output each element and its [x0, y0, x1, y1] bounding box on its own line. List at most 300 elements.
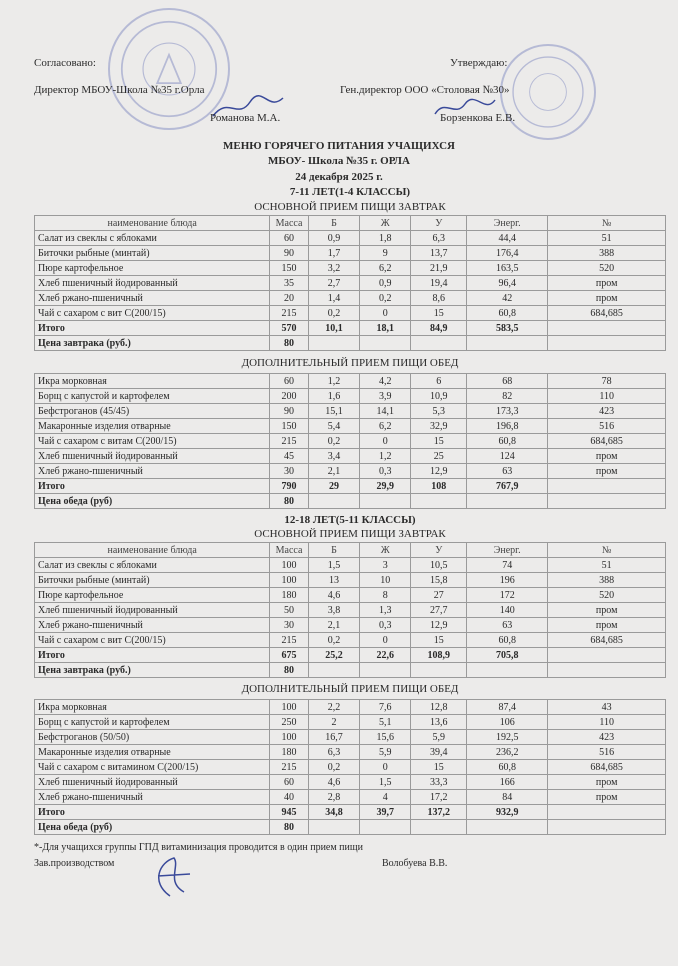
dish-name: Хлеб ржано-пшеничный — [35, 790, 270, 805]
table-header-row — [35, 543, 666, 558]
empty-cell — [467, 494, 548, 509]
column-header: Масса — [270, 543, 309, 558]
column-header: наименование блюда — [35, 543, 270, 558]
table-row — [35, 231, 666, 246]
table-cell: 4,6 — [308, 775, 359, 790]
table-cell: 43 — [548, 700, 666, 715]
empty-cell — [411, 820, 467, 835]
table-cell: 3,4 — [308, 449, 359, 464]
table-row — [35, 618, 666, 633]
empty-cell — [467, 663, 548, 678]
table-cell: 0 — [360, 633, 411, 648]
table-row — [35, 404, 666, 419]
empty-cell — [467, 820, 548, 835]
total-cell — [548, 805, 666, 820]
total-cell: 39,7 — [360, 805, 411, 820]
table-cell: 100 — [270, 573, 309, 588]
dish-name: Макаронные изделия отварные — [35, 419, 270, 434]
price-label: Цена обеда (руб) — [35, 494, 270, 509]
table-cell: 172 — [467, 588, 548, 603]
table-row — [35, 558, 666, 573]
table-cell: 200 — [270, 389, 309, 404]
table-cell: 684,685 — [548, 760, 666, 775]
table-cell: 423 — [548, 404, 666, 419]
total-cell: 767,9 — [467, 479, 548, 494]
total-cell — [548, 479, 666, 494]
table-cell: 4 — [360, 790, 411, 805]
table-cell: 44,4 — [467, 231, 548, 246]
column-header: У — [411, 543, 467, 558]
dish-name: Пюре картофельное — [35, 588, 270, 603]
table-cell: пром — [548, 449, 666, 464]
table-cell: 42 — [467, 291, 548, 306]
table-cell: 516 — [548, 745, 666, 760]
price-value: 80 — [270, 336, 309, 351]
dish-name: Макаронные изделия отварные — [35, 745, 270, 760]
table-cell: 1,5 — [308, 558, 359, 573]
table-cell: 0 — [360, 434, 411, 449]
table-cell: 10 — [360, 573, 411, 588]
table-cell: 60,8 — [467, 434, 548, 449]
dish-name: Биточки рыбные (минтай) — [35, 246, 270, 261]
table-row — [35, 633, 666, 648]
table-row — [35, 775, 666, 790]
table-cell: 17,2 — [411, 790, 467, 805]
table-cell: 30 — [270, 464, 309, 479]
price-value: 80 — [270, 820, 309, 835]
table-cell: 15,8 — [411, 573, 467, 588]
table-cell: 15 — [411, 633, 467, 648]
table-cell: 10,9 — [411, 389, 467, 404]
footnote: *-Для учащихся группы ГПД витаминизация проводится в один прием пищи — [34, 842, 363, 853]
table-cell: 90 — [270, 404, 309, 419]
table-cell: 13,6 — [411, 715, 467, 730]
table-cell: 78 — [548, 374, 666, 389]
empty-cell — [548, 820, 666, 835]
table-cell: 15,6 — [360, 730, 411, 745]
table-cell: 140 — [467, 603, 548, 618]
group2-breakfast-title: ОСНОВНОЙ ПРИЕМ ПИЩИ ЗАВТРАК — [254, 528, 446, 540]
table-cell: 63 — [467, 618, 548, 633]
total-row — [35, 321, 666, 336]
table-cell: 516 — [548, 419, 666, 434]
table-header-row — [35, 216, 666, 231]
table-cell: 0,9 — [360, 276, 411, 291]
table-cell: пром — [548, 603, 666, 618]
table-row — [35, 790, 666, 805]
table-cell: 2 — [308, 715, 359, 730]
table-cell: 106 — [467, 715, 548, 730]
group2-title: 12-18 ЛЕТ(5-11 КЛАССЫ) — [284, 514, 416, 526]
total-cell: 705,8 — [467, 648, 548, 663]
empty-cell — [467, 336, 548, 351]
table-row — [35, 464, 666, 479]
table-cell: 215 — [270, 434, 309, 449]
table-cell: 236,2 — [467, 745, 548, 760]
table-cell: 60 — [270, 374, 309, 389]
table-row — [35, 715, 666, 730]
table-cell: 196,8 — [467, 419, 548, 434]
empty-cell — [308, 663, 359, 678]
table-row — [35, 389, 666, 404]
table-cell: 21,9 — [411, 261, 467, 276]
table-cell: 51 — [548, 558, 666, 573]
table-row — [35, 730, 666, 745]
table-cell: 1,7 — [308, 246, 359, 261]
table-row — [35, 573, 666, 588]
dish-name: Бефстроганов (45/45) — [35, 404, 270, 419]
ceo-name: Борзенкова Е.В. — [440, 112, 516, 124]
total-cell — [548, 648, 666, 663]
table-cell: 180 — [270, 588, 309, 603]
table-cell: 2,8 — [308, 790, 359, 805]
empty-cell — [360, 663, 411, 678]
dish-name: Бефстроганов (50/50) — [35, 730, 270, 745]
column-header: Ж — [360, 543, 411, 558]
dish-name: Пюре картофельное — [35, 261, 270, 276]
table-cell: 1,8 — [360, 231, 411, 246]
total-cell: 945 — [270, 805, 309, 820]
table-cell: 684,685 — [548, 633, 666, 648]
dish-name: Хлеб ржано-пшеничный — [35, 464, 270, 479]
table-cell: 150 — [270, 261, 309, 276]
table-cell: 150 — [270, 419, 309, 434]
table-cell: 68 — [467, 374, 548, 389]
dish-name: Хлеб ржано-пшеничный — [35, 618, 270, 633]
table-cell: 60,8 — [467, 633, 548, 648]
dish-name: Хлеб пшеничный йодированный — [35, 449, 270, 464]
director-position: Директор МБОУ-Школа №35 г.Орла — [34, 84, 205, 96]
table-cell: 176,4 — [467, 246, 548, 261]
total-label: Итого — [35, 805, 270, 820]
table-cell: 2,7 — [308, 276, 359, 291]
table-cell: пром — [548, 790, 666, 805]
column-header: наименование блюда — [35, 216, 270, 231]
table-cell: 87,4 — [467, 700, 548, 715]
group1-lunch-table — [34, 373, 666, 509]
menu-title: МЕНЮ ГОРЯЧЕГО ПИТАНИЯ УЧАЩИХСЯ — [222, 140, 456, 152]
table-cell: 96,4 — [467, 276, 548, 291]
table-cell: 250 — [270, 715, 309, 730]
table-cell: 4,6 — [308, 588, 359, 603]
dish-name: Салат из свеклы с яблоками — [35, 558, 270, 573]
total-label: Итого — [35, 321, 270, 336]
table-cell: 27 — [411, 588, 467, 603]
total-label: Итого — [35, 648, 270, 663]
table-cell: 100 — [270, 558, 309, 573]
table-row — [35, 588, 666, 603]
total-cell — [548, 321, 666, 336]
table-cell: 196 — [467, 573, 548, 588]
total-cell: 25,2 — [308, 648, 359, 663]
dish-name: Биточки рыбные (минтай) — [35, 573, 270, 588]
price-row — [35, 820, 666, 835]
empty-cell — [548, 494, 666, 509]
table-cell: 13 — [308, 573, 359, 588]
price-label: Цена обеда (руб) — [35, 820, 270, 835]
table-cell: 84 — [467, 790, 548, 805]
empty-cell — [360, 494, 411, 509]
empty-cell — [548, 663, 666, 678]
table-cell: 215 — [270, 760, 309, 775]
table-cell: пром — [548, 291, 666, 306]
dish-name: Чай с сахаром с витамином С(200/15) — [35, 760, 270, 775]
column-header: Масса — [270, 216, 309, 231]
table-cell: 51 — [548, 231, 666, 246]
table-cell: 45 — [270, 449, 309, 464]
dish-name: Хлеб пшеничный йодированный — [35, 603, 270, 618]
column-header: Энерг. — [467, 543, 548, 558]
table-cell: 100 — [270, 730, 309, 745]
table-cell: 215 — [270, 633, 309, 648]
table-cell: 6 — [411, 374, 467, 389]
table-cell: 6,2 — [360, 261, 411, 276]
empty-cell — [411, 663, 467, 678]
table-cell: 6,3 — [411, 231, 467, 246]
table-row — [35, 291, 666, 306]
school-name: МБОУ- Школа №35 г. ОРЛА — [268, 155, 410, 167]
table-cell: 4,2 — [360, 374, 411, 389]
group2-lunch-title: ДОПОЛНИТЕЛЬНЫЙ ПРИЕМ ПИЩИ ОБЕД — [241, 683, 459, 695]
total-cell: 790 — [270, 479, 309, 494]
table-cell: 74 — [467, 558, 548, 573]
table-row — [35, 700, 666, 715]
table-cell: 100 — [270, 700, 309, 715]
table-cell: 27,7 — [411, 603, 467, 618]
table-cell: 10,5 — [411, 558, 467, 573]
table-row — [35, 261, 666, 276]
table-cell: 1,6 — [308, 389, 359, 404]
table-cell: 0,3 — [360, 618, 411, 633]
group2-breakfast-table — [34, 542, 666, 678]
table-row — [35, 603, 666, 618]
table-cell: 1,2 — [360, 449, 411, 464]
total-cell: 29 — [308, 479, 359, 494]
dish-name: Чай с сахаром с витам С(200/15) — [35, 434, 270, 449]
table-cell: 60 — [270, 231, 309, 246]
table-cell: 32,9 — [411, 419, 467, 434]
table-cell: 0 — [360, 760, 411, 775]
ceo-position: Ген.директор ООО «Столовая №30» — [340, 84, 510, 96]
dish-name: Чай с сахаром с вит С(200/15) — [35, 633, 270, 648]
table-cell: 3,9 — [360, 389, 411, 404]
table-cell: 0,2 — [360, 291, 411, 306]
table-row — [35, 306, 666, 321]
table-cell: 15 — [411, 306, 467, 321]
table-cell: 5,1 — [360, 715, 411, 730]
total-cell: 932,9 — [467, 805, 548, 820]
empty-cell — [360, 820, 411, 835]
table-cell: 15 — [411, 760, 467, 775]
table-cell: 60,8 — [467, 760, 548, 775]
price-row — [35, 494, 666, 509]
table-cell: 25 — [411, 449, 467, 464]
empty-cell — [411, 336, 467, 351]
table-cell: 1,5 — [360, 775, 411, 790]
total-cell: 108,9 — [411, 648, 467, 663]
total-cell: 34,8 — [308, 805, 359, 820]
table-cell: 6,2 — [360, 419, 411, 434]
table-cell: пром — [548, 276, 666, 291]
menu-date: 24 декабря 2025 г. — [295, 171, 383, 183]
total-row — [35, 648, 666, 663]
table-cell: 12,9 — [411, 618, 467, 633]
group1-title: 7-11 ЛЕТ(1-4 КЛАССЫ) — [289, 186, 411, 198]
price-label: Цена завтрака (руб.) — [35, 336, 270, 351]
empty-cell — [411, 494, 467, 509]
dish-name: Икра морковная — [35, 374, 270, 389]
table-cell: 388 — [548, 573, 666, 588]
column-header: У — [411, 216, 467, 231]
manager-signature — [140, 852, 200, 900]
table-cell: 173,3 — [467, 404, 548, 419]
empty-cell — [548, 336, 666, 351]
table-cell: 0,2 — [308, 306, 359, 321]
price-row — [35, 336, 666, 351]
table-row — [35, 276, 666, 291]
table-cell: 1,3 — [360, 603, 411, 618]
total-cell: 29,9 — [360, 479, 411, 494]
table-cell: 3,8 — [308, 603, 359, 618]
company-seal-stamp — [500, 44, 596, 140]
total-cell: 108 — [411, 479, 467, 494]
group2-lunch-table — [34, 699, 666, 835]
table-cell: 19,4 — [411, 276, 467, 291]
table-cell: 2,1 — [308, 618, 359, 633]
table-cell: 110 — [548, 389, 666, 404]
dish-name: Салат из свеклы с яблоками — [35, 231, 270, 246]
table-cell: 14,1 — [360, 404, 411, 419]
dish-name: Хлеб пшеничный йодированный — [35, 775, 270, 790]
table-cell: 33,3 — [411, 775, 467, 790]
table-cell: пром — [548, 618, 666, 633]
table-cell: 166 — [467, 775, 548, 790]
approved-label: Утверждаю: — [450, 57, 508, 69]
director-name: Романова М.А. — [210, 112, 281, 124]
table-cell: 5,3 — [411, 404, 467, 419]
column-header: № — [548, 216, 666, 231]
dish-name: Икра морковная — [35, 700, 270, 715]
dish-name: Чай с сахаром с вит С(200/15) — [35, 306, 270, 321]
table-cell: 3 — [360, 558, 411, 573]
table-cell: 0 — [360, 306, 411, 321]
table-cell: пром — [548, 775, 666, 790]
table-cell: 110 — [548, 715, 666, 730]
table-cell: 30 — [270, 618, 309, 633]
price-label: Цена завтрака (руб.) — [35, 663, 270, 678]
table-cell: 192,5 — [467, 730, 548, 745]
table-cell: 124 — [467, 449, 548, 464]
price-value: 80 — [270, 494, 309, 509]
table-row — [35, 374, 666, 389]
table-cell: 520 — [548, 588, 666, 603]
total-cell: 18,1 — [360, 321, 411, 336]
table-cell: 12,9 — [411, 464, 467, 479]
price-value: 80 — [270, 663, 309, 678]
table-cell: 388 — [548, 246, 666, 261]
table-cell: 40 — [270, 790, 309, 805]
table-cell: 39,4 — [411, 745, 467, 760]
table-cell: 12,8 — [411, 700, 467, 715]
table-cell: 8 — [360, 588, 411, 603]
table-cell: 2,1 — [308, 464, 359, 479]
total-cell: 84,9 — [411, 321, 467, 336]
table-cell: 0,2 — [308, 760, 359, 775]
table-cell: 684,685 — [548, 434, 666, 449]
table-row — [35, 434, 666, 449]
group1-breakfast-table — [34, 215, 666, 351]
total-cell: 10,1 — [308, 321, 359, 336]
total-cell: 570 — [270, 321, 309, 336]
table-cell: 0,2 — [308, 633, 359, 648]
group1-breakfast-title: ОСНОВНОЙ ПРИЕМ ПИЩИ ЗАВТРАК — [254, 201, 446, 213]
table-cell: 0,9 — [308, 231, 359, 246]
table-cell: 13,7 — [411, 246, 467, 261]
table-cell: 5,9 — [360, 745, 411, 760]
manager-name: Волобуева В.В. — [382, 858, 448, 869]
total-label: Итого — [35, 479, 270, 494]
table-row — [35, 760, 666, 775]
dish-name: Борщ с капустой и картофелем — [35, 715, 270, 730]
table-cell: 35 — [270, 276, 309, 291]
total-cell: 22,6 — [360, 648, 411, 663]
table-cell: 684,685 — [548, 306, 666, 321]
table-cell: 1,4 — [308, 291, 359, 306]
table-cell: 63 — [467, 464, 548, 479]
table-cell: 0,3 — [360, 464, 411, 479]
group1-lunch-title: ДОПОЛНИТЕЛЬНЫЙ ПРИЕМ ПИЩИ ОБЕД — [241, 357, 459, 369]
column-header: Б — [308, 543, 359, 558]
total-row — [35, 805, 666, 820]
table-cell: 15 — [411, 434, 467, 449]
table-cell: 180 — [270, 745, 309, 760]
table-row — [35, 246, 666, 261]
dish-name: Хлеб ржано-пшеничный — [35, 291, 270, 306]
column-header: Энерг. — [467, 216, 548, 231]
column-header: Ж — [360, 216, 411, 231]
total-row — [35, 479, 666, 494]
table-cell: 520 — [548, 261, 666, 276]
price-row — [35, 663, 666, 678]
manager-position: Зав.производством — [34, 858, 115, 869]
table-cell: 0,2 — [308, 434, 359, 449]
table-cell: 423 — [548, 730, 666, 745]
table-cell: 8,6 — [411, 291, 467, 306]
total-cell: 583,5 — [467, 321, 548, 336]
table-cell: 82 — [467, 389, 548, 404]
table-cell: 1,2 — [308, 374, 359, 389]
table-cell: 50 — [270, 603, 309, 618]
table-cell: 6,3 — [308, 745, 359, 760]
table-row — [35, 419, 666, 434]
table-cell: 5,9 — [411, 730, 467, 745]
dish-name: Борщ с капустой и картофелем — [35, 389, 270, 404]
table-cell: 60,8 — [467, 306, 548, 321]
table-cell: 7,6 — [360, 700, 411, 715]
table-cell: 3,2 — [308, 261, 359, 276]
table-cell: 2,2 — [308, 700, 359, 715]
table-cell: 215 — [270, 306, 309, 321]
empty-cell — [308, 494, 359, 509]
table-cell: 5,4 — [308, 419, 359, 434]
table-cell: 90 — [270, 246, 309, 261]
table-row — [35, 745, 666, 760]
table-cell: 15,1 — [308, 404, 359, 419]
empty-cell — [308, 820, 359, 835]
column-header: Б — [308, 216, 359, 231]
table-row — [35, 449, 666, 464]
table-cell: 16,7 — [308, 730, 359, 745]
